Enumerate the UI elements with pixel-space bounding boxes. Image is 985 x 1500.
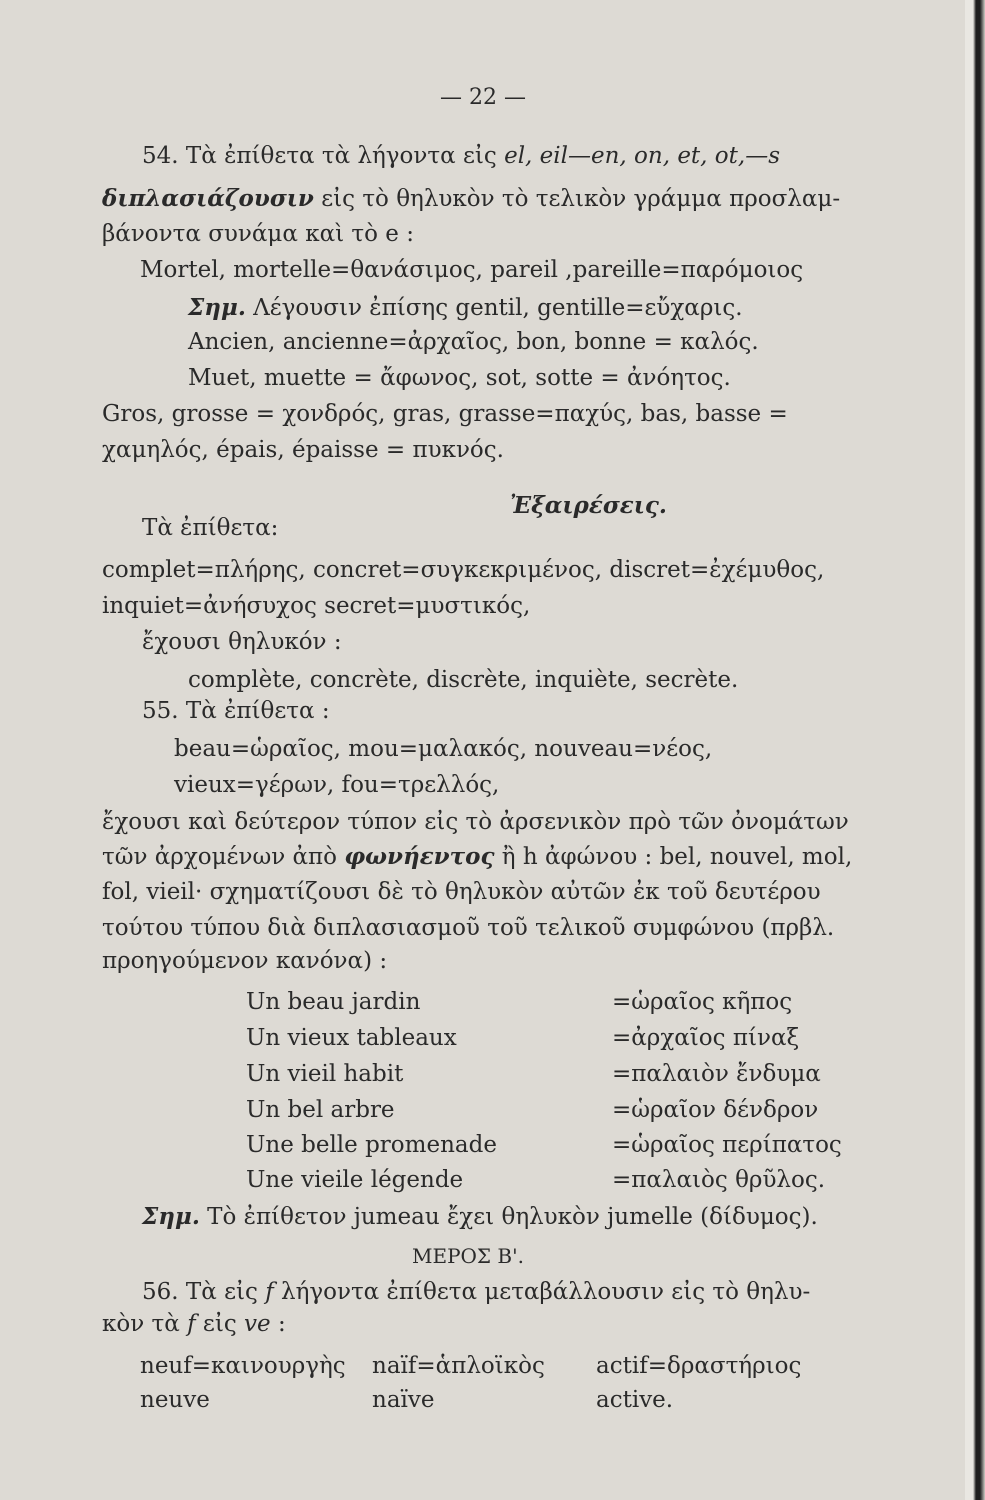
note-jumeau: Σημ. Τὸ ἐπίθετον jumeau ἔχει θηλυκὸν jumelle (δίδυμος). [142, 1203, 818, 1230]
example-gr: =ὡραῖον δένδρον [612, 1097, 819, 1123]
exceptions-intro: Τὰ ἐπίθετα: [142, 515, 279, 541]
example-actif: actif=δραστήριος [596, 1353, 802, 1379]
part-heading: ΜΕΡΟΣ Β'. [412, 1244, 524, 1268]
exceptions-line-2: inquiet=ἀνήσυχος secret=μυστικός, [102, 593, 531, 619]
exceptions-line-3: ἔχουσι θηλυκόν : [142, 629, 342, 655]
exceptions-heading: Ἐξαιρέσεις. [510, 492, 667, 519]
example-muet: Muet, muette = ἄφωνος, sot, sotte = ἀνόητος. [188, 365, 731, 391]
section-54-line-3: βάνοντα συνάμα καὶ τὸ e : [102, 221, 414, 247]
example-mortel: Mortel, mortelle=θανάσιμος, pareil ,pareille=παρόμοιος [140, 257, 804, 283]
section-55-line-3: vieux=γέρων, fou=τρελλός, [174, 772, 500, 798]
example-ancien: Ancien, ancienne=ἀρχαῖος, bon, bonne = καλός. [188, 329, 759, 355]
section-55-line-7: τούτου τύπου διὰ διπλασιασμοῦ τοῦ τελικοῦ συμφώνου (πρβλ. [102, 915, 835, 941]
example-fr: Un vieil habit [246, 1061, 404, 1087]
example-gros: Gros, grosse = χονδρός, gras, grasse=παχύς, bas, basse = [102, 401, 788, 427]
example-neuf: neuf=καινουργὴς [140, 1353, 346, 1379]
example-active: active. [596, 1387, 674, 1413]
emphasized-word: διπλασιάζουσιν [102, 185, 314, 212]
example-fr: Une vieile légende [246, 1167, 464, 1193]
section-54-line-2: διπλασιάζουσιν εἰς τὸ θηλυκὸν τὸ τελικὸν γράμμα προσλαμ- [102, 185, 841, 212]
section-55-line-5: τῶν ἀρχομένων ἀπὸ φωνήεντος ἢ h ἀφώνου : bel, nouvel, mol, [102, 843, 853, 870]
example-fr: Une belle promenade [246, 1132, 497, 1158]
section-number: 54. [142, 143, 179, 169]
example-gr: =ὡραῖος περίπατος [612, 1132, 842, 1158]
section-56-line-2: κὸν τὰ f εἰς ve : [102, 1311, 286, 1337]
section-55-line-1: 55. Τὰ ἐπίθετα : [142, 698, 330, 724]
suffix-list: el, eil—en, on, et, ot, [504, 143, 746, 169]
section-54-line-1: 54. Τὰ ἐπίθετα τὰ λήγοντα εἰς el, eil—en, on, et, ot,—s [142, 143, 781, 169]
example-gr: =ἀρχαῖος πίναξ [612, 1025, 800, 1051]
page-number: — 22 — [440, 85, 526, 110]
example-gros-cont: χαμηλός, épais, épaisse = πυκνός. [102, 437, 504, 463]
note-abbreviation: Σημ. [188, 294, 246, 321]
section-55-line-6: fol, vieil· σχηματίζουσι δὲ τὸ θηλυκὸν αὐτῶν ἐκ τοῦ δευτέρου [102, 879, 821, 905]
example-gr: =παλαιὸν ἔνδυμα [612, 1061, 821, 1087]
example-fr: Un beau jardin [246, 989, 421, 1015]
example-fr: Un vieux tableaux [246, 1025, 457, 1051]
note-abbreviation: Σημ. [142, 1203, 200, 1230]
section-55-line-2: beau=ὡραῖος, mou=μαλακός, nouveau=νέος, [174, 736, 713, 762]
note-gentil: Σημ. Λέγουσιν ἐπίσης gentil, gentille=εὔχαρις. [188, 294, 743, 321]
section-55-line-4: ἔχουσι καὶ δεύτερον τύπον εἰς τὸ ἀρσενικὸν πρὸ τῶν ὀνομάτων [102, 809, 849, 835]
page-binding-edge [965, 0, 985, 1500]
example-neuve: neuve [140, 1387, 210, 1413]
example-gr: =ὡραῖος κῆπος [612, 989, 793, 1015]
example-gr: =παλαιὸς θρῦλος. [612, 1167, 826, 1193]
example-fr: Un bel arbre [246, 1097, 395, 1123]
section-55-line-8: προηγούμενον κανόνα) : [102, 948, 388, 974]
emphasized-word: φωνήεντος [344, 843, 495, 870]
example-naive: naïve [372, 1387, 435, 1413]
section-56-line-1: 56. Τὰ εἰς f λήγοντα ἐπίθετα μεταβάλλουσιν εἰς τὸ θηλυ- [142, 1279, 811, 1305]
exceptions-line-1: complet=πλήρης, concret=συγκεκριμένος, discret=ἐχέμυθος, [102, 557, 825, 583]
exceptions-feminines: complète, concrète, discrète, inquiète, secrète. [188, 667, 739, 693]
example-naif: naïf=ἁπλοϊκὸς [372, 1353, 545, 1379]
